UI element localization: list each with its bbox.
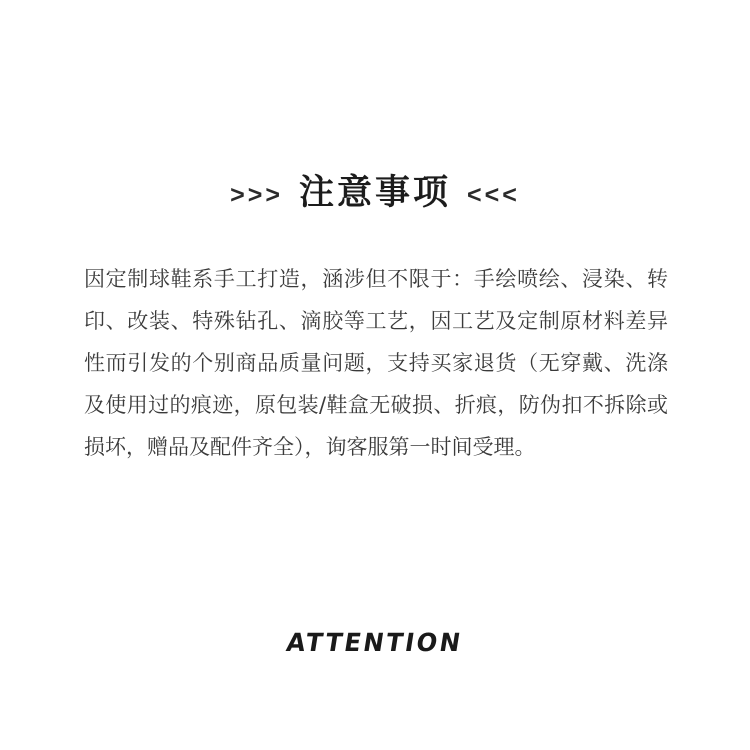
page-title (0, 173, 750, 213)
right-arrows-icon: <<< (467, 181, 520, 209)
footer (0, 628, 750, 657)
notice-paragraph: 因定制球鞋系手工打造，涵涉但不限于：手绘喷绘、浸染、转印、改装、特殊钻孔、滴胶等工艺，因工艺及定制原材料差异性而引发的个别商品质量问题，支持买家退货（无穿戴、洗涤及使用过的痕迹，原包装/鞋盒无破损、折痕，防伪扣不拆除或损坏，赠品及配件齐全），询客服第一时间受理。 (84, 267, 668, 459)
left-arrows-icon: >>> (230, 181, 283, 209)
page-title-text: 注意事项 (298, 173, 451, 213)
attention-wordmark: ATTENTION (284, 628, 466, 657)
